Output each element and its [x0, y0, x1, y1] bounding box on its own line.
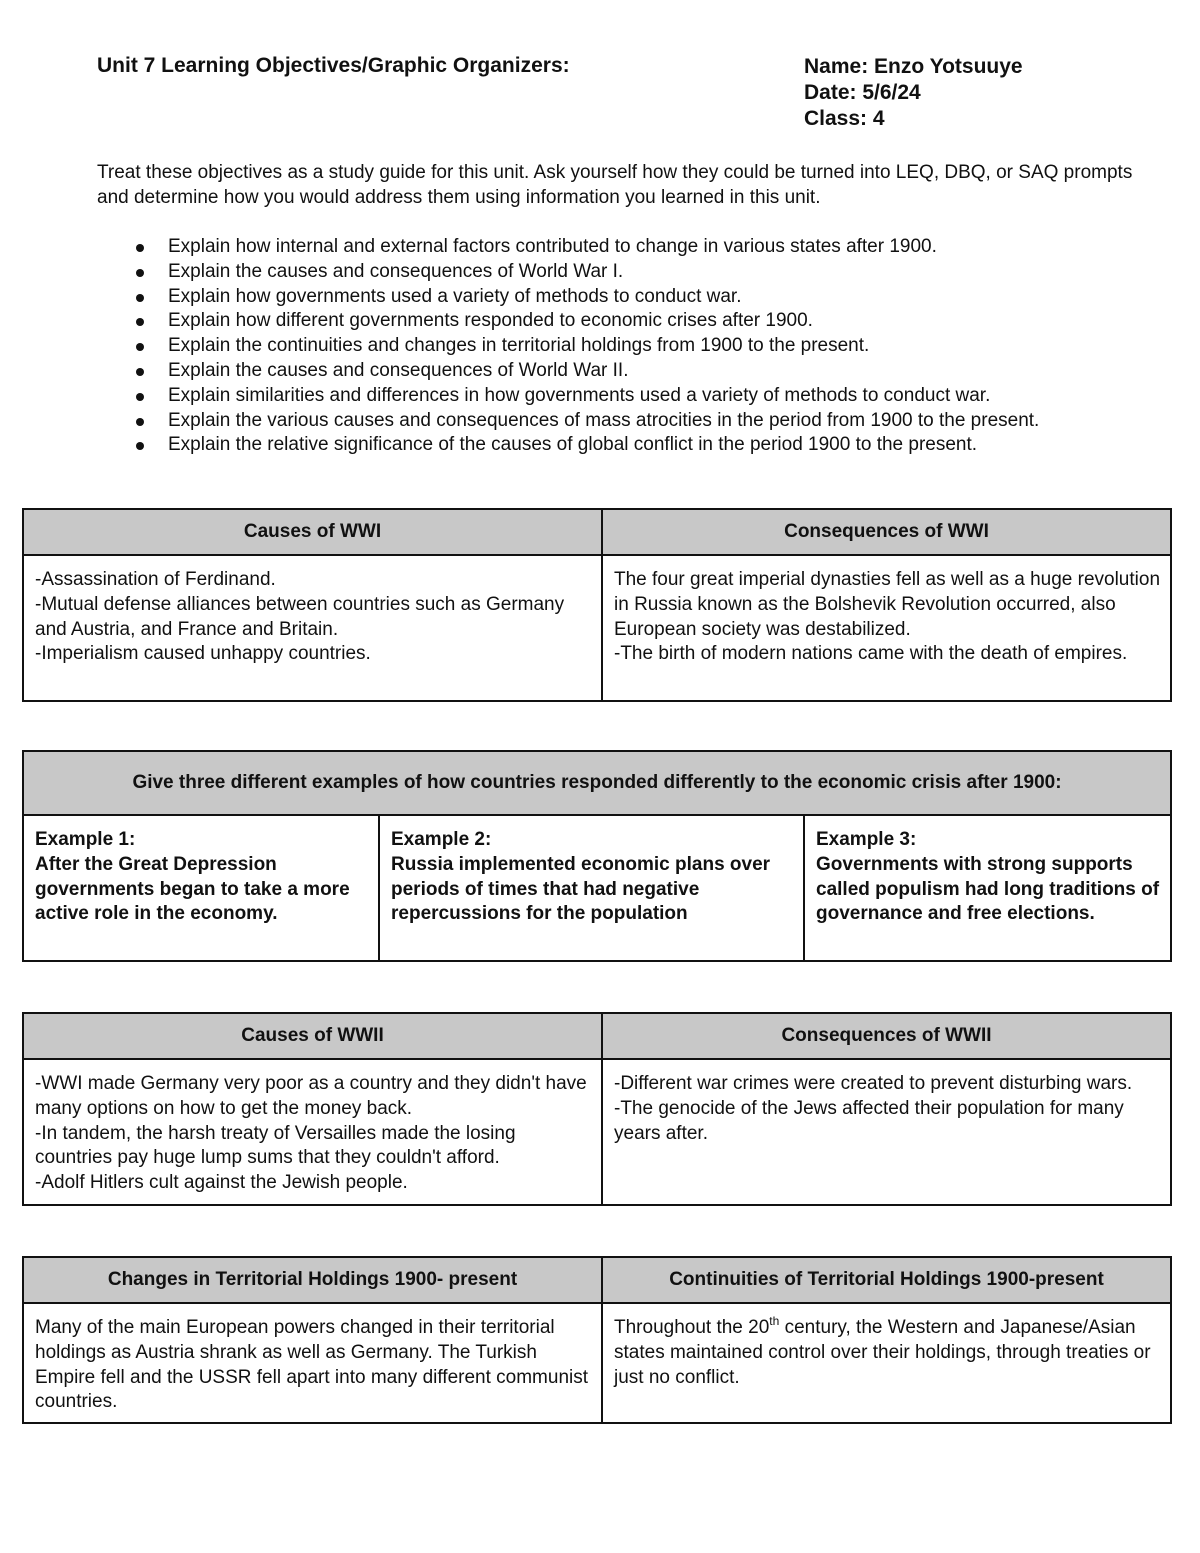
objectives-list — [130, 235, 1140, 458]
objective-item: Explain the causes and consequences of World War II. — [130, 359, 1140, 384]
student-date: Date: 5/6/24 — [804, 81, 921, 104]
wwii-consequences-header: Consequences of WWII — [602, 1013, 1171, 1059]
territorial-continuities-header: Continuities of Territorial Holdings 1900-present — [602, 1257, 1171, 1303]
territorial-holdings-table — [22, 1256, 1172, 1424]
wwii-causes-header: Causes of WWII — [23, 1013, 602, 1059]
objective-item: Explain how internal and external factors contributed to change in various states after 1900. — [130, 235, 1140, 260]
wwii-consequences-cell: -Different war crimes were created to prevent disturbing wars. -The genocide of the Jews affected their population for many years after. — [602, 1059, 1171, 1205]
objective-item: Explain how different governments responded to economic crises after 1900. — [130, 309, 1140, 334]
wwi-causes-header: Causes of WWI — [23, 509, 602, 555]
bullet-icon — [136, 418, 144, 426]
bullet-icon — [136, 318, 144, 326]
economic-crisis-table — [22, 750, 1172, 962]
document-title: Unit 7 Learning Objectives/Graphic Organizers: — [97, 54, 570, 77]
wwi-causes-cell: -Assassination of Ferdinand. -Mutual defense alliances between countries such as Germany and Austria, and France and Britain. -Imperialism caused unhappy countries. — [23, 555, 602, 701]
bullet-icon — [136, 244, 144, 252]
intro-paragraph: Treat these objectives as a study guide for this unit. Ask yourself how they could be turned into LEQ, DBQ, or SAQ prompts and determine how you would address them using information you learned in this unit. — [97, 162, 1133, 208]
student-class: Class: 4 — [804, 107, 885, 130]
objective-item: Explain the relative significance of the causes of global conflict in the period 1900 to the present. — [130, 433, 1140, 458]
economic-crisis-header: Give three different examples of how countries responded differently to the economic crisis after 1900: — [23, 751, 1171, 815]
wwi-table — [22, 508, 1172, 702]
objective-item: Explain the continuities and changes in territorial holdings from 1900 to the present. — [130, 334, 1140, 359]
student-name: Name: Enzo Yotsuuye — [804, 55, 1023, 78]
example-3-cell: Example 3: Governments with strong supports called populism had long traditions of governance and free elections. — [804, 815, 1171, 961]
territorial-changes-cell: Many of the main European powers changed in their territorial holdings as Austria shrank as well as Germany. The Turkish Empire fell and the USSR fell apart into many different communist countries. — [23, 1303, 602, 1423]
wwii-causes-cell: -WWI made Germany very poor as a country and they didn't have many options on how to get the money back. -In tandem, the harsh treaty of Versailles made the losing countries pay huge lump sums that they couldn't afford. -Adolf Hitlers cult against the Jewish people. — [23, 1059, 602, 1205]
wwi-consequences-header: Consequences of WWI — [602, 509, 1171, 555]
bullet-icon — [136, 343, 144, 351]
objective-item: Explain the various causes and consequences of mass atrocities in the period from 1900 to the present. — [130, 409, 1140, 434]
objective-item: Explain how governments used a variety of methods to conduct war. — [130, 285, 1140, 310]
objective-item: Explain similarities and differences in how governments used a variety of methods to conduct war. — [130, 384, 1140, 409]
bullet-icon — [136, 269, 144, 277]
territorial-changes-header: Changes in Territorial Holdings 1900- present — [23, 1257, 602, 1303]
example-2-cell: Example 2: Russia implemented economic plans over periods of times that had negative repercussions for the population — [379, 815, 804, 961]
bullet-icon — [136, 294, 144, 302]
territorial-continuities-cell: Throughout the 20th century, the Western and Japanese/Asian states maintained control over their holdings, through treaties or just no conflict. — [602, 1303, 1171, 1423]
example-1-cell: Example 1: After the Great Depression governments began to take a more active role in the economy. — [23, 815, 379, 961]
bullet-icon — [136, 442, 144, 450]
objective-item: Explain the causes and consequences of World War I. — [130, 260, 1140, 285]
bullet-icon — [136, 368, 144, 376]
wwi-consequences-cell: The four great imperial dynasties fell as well as a huge revolution in Russia known as the Bolshevik Revolution occurred, also European society was destabilized. -The birth of modern nations came with the death of empires. — [602, 555, 1171, 701]
student-info — [804, 54, 1023, 132]
bullet-icon — [136, 393, 144, 401]
wwii-table — [22, 1012, 1172, 1206]
